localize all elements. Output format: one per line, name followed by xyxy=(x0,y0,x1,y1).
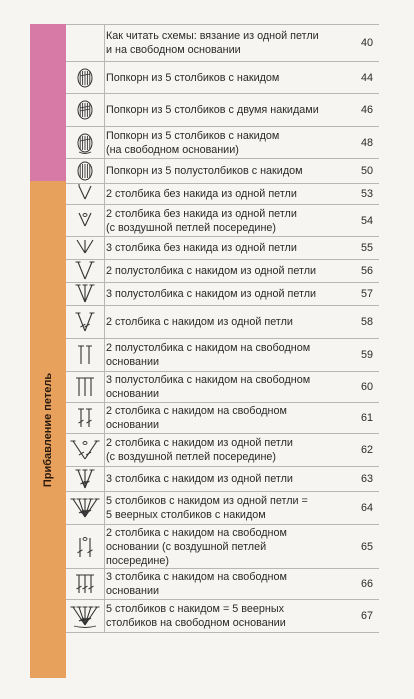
toc-page-number: 63 xyxy=(360,473,373,485)
3dc-increase-icon xyxy=(70,467,100,491)
contents-table xyxy=(66,24,379,633)
toc-entry-title: 2 столбика с накидом на свободном основании (с воздушной петлей посередине) xyxy=(106,526,287,567)
3sc-increase-icon xyxy=(70,236,100,260)
2hdc-space-icon xyxy=(70,343,100,367)
toc-row xyxy=(66,127,379,159)
3hdc-space-icon xyxy=(70,375,100,399)
toc-row xyxy=(66,260,379,283)
toc-row xyxy=(66,403,379,434)
popcorn-5dc-space-icon xyxy=(70,131,100,155)
2sc-ch-increase-icon xyxy=(70,209,100,233)
toc-row xyxy=(66,159,379,184)
toc-page-number: 54 xyxy=(360,214,373,227)
section-band-pink xyxy=(30,24,66,181)
toc-page-number: 46 xyxy=(360,104,373,116)
toc-row xyxy=(66,525,379,569)
toc-page-number: 62 xyxy=(360,444,373,456)
section-label xyxy=(30,181,66,678)
toc-entry-title: 5 столбиков с накидом = 5 веерных столбиков на свободном основании xyxy=(106,603,286,629)
symbol-cell xyxy=(66,184,105,204)
toc-row xyxy=(66,283,379,306)
toc-page-number: 55 xyxy=(360,242,373,254)
toc-page-number: 53 xyxy=(360,188,373,200)
toc-entry-title: 2 столбика с накидом из одной петли xyxy=(106,316,293,328)
toc-row xyxy=(66,237,379,260)
symbol-cell xyxy=(66,205,105,236)
toc-entry-title: Попкорн из 5 столбиков с накидом xyxy=(106,71,280,84)
symbol-cell xyxy=(66,127,105,158)
toc-entry-title: 3 столбика без накида из одной петли xyxy=(106,242,297,254)
symbol-cell xyxy=(66,525,105,568)
toc-row xyxy=(66,339,379,372)
toc-page-number: 61 xyxy=(360,412,373,424)
symbol-cell xyxy=(66,339,105,371)
toc-entry-title: 2 полустолбика с накидом на свободном основании xyxy=(106,342,311,368)
symbol-cell xyxy=(66,492,105,524)
toc-page-number: 50 xyxy=(360,165,373,177)
symbol-cell xyxy=(66,306,105,338)
toc-row xyxy=(66,25,379,62)
toc-row xyxy=(66,492,379,525)
symbol-cell xyxy=(66,62,105,93)
symbol-cell xyxy=(66,467,105,491)
toc-row xyxy=(66,600,379,633)
toc-entry-title: 5 столбиков с накидом из одной петли = 5 веерных столбиков с накидом xyxy=(106,495,308,521)
toc-row xyxy=(66,434,379,467)
toc-page-number: 59 xyxy=(360,349,373,361)
toc-entry-title: 3 полустолбика с накидом на свободном основании xyxy=(106,374,311,400)
toc-row xyxy=(66,184,379,205)
toc-page-number: 60 xyxy=(360,381,373,393)
2hdc-increase-icon xyxy=(70,259,100,283)
symbol-cell xyxy=(66,569,105,599)
toc-row xyxy=(66,94,379,127)
symbol-cell xyxy=(66,372,105,402)
2dc-ch-space-icon xyxy=(70,535,100,559)
toc-page-number: 44 xyxy=(360,71,373,84)
toc-row xyxy=(66,467,379,492)
3hdc-increase-icon xyxy=(70,282,100,306)
toc-entry-title: Попкорн из 5 столбиков с накидом (на свободном основании) xyxy=(106,129,280,156)
symbol-cell xyxy=(66,25,105,61)
toc-row xyxy=(66,205,379,237)
symbol-cell xyxy=(66,403,105,433)
3dc-space-icon xyxy=(70,572,100,596)
toc-entry-title: 3 столбика с накидом на свободном основании xyxy=(106,571,287,597)
toc-entry-title: Попкорн из 5 столбиков с двумя накидами xyxy=(106,104,319,116)
toc-row xyxy=(66,569,379,600)
toc-entry-title: 2 столбика с накидом на свободном основании xyxy=(106,405,287,431)
symbol-cell xyxy=(66,260,105,282)
toc-row xyxy=(66,62,379,94)
toc-page-number: 48 xyxy=(360,136,373,149)
5dc-shell-icon xyxy=(70,496,100,520)
2sc-increase-icon xyxy=(70,182,100,206)
toc-row xyxy=(66,372,379,403)
toc-row xyxy=(66,306,379,339)
symbol-cell xyxy=(66,600,105,632)
symbol-cell xyxy=(66,283,105,305)
toc-entry-title: Попкорн из 5 полустолбиков с накидом xyxy=(106,165,303,177)
toc-entry-title: 3 столбика с накидом из одной петли xyxy=(106,473,293,485)
toc-page-number: 64 xyxy=(360,502,373,514)
toc-entry-title: 2 полустолбика с накидом из одной петли xyxy=(106,265,317,277)
toc-page-number: 57 xyxy=(360,288,373,300)
symbol-cell xyxy=(66,94,105,126)
toc-page-number: 67 xyxy=(360,610,373,622)
toc-entry-title: Как читать схемы: вязание из одной петли и на свободном основании xyxy=(106,30,319,56)
symbol-cell xyxy=(66,159,105,183)
popcorn-5hdc-icon xyxy=(70,159,100,183)
symbol-cell xyxy=(66,434,105,466)
popcorn-5tr-icon xyxy=(70,98,100,122)
toc-entry-title: 2 столбика с накидом из одной петли (с воздушной петлей посередине) xyxy=(106,437,293,463)
2dc-increase-icon xyxy=(70,310,100,334)
toc-entry-title: 3 полустолбика с накидом из одной петли xyxy=(106,288,317,300)
2dc-ch-increase-icon xyxy=(70,438,100,462)
toc-entry-title: 2 столбика без накида из одной петли xyxy=(106,188,297,200)
symbol-cell xyxy=(66,237,105,259)
toc-page-number: 66 xyxy=(360,578,373,590)
toc-entry-title: 2 столбика без накида из одной петли (с воздушной петлей посередине) xyxy=(106,207,297,234)
5dc-shell-space-icon xyxy=(70,604,100,628)
toc-page-number: 58 xyxy=(360,316,373,328)
toc-page-number: 65 xyxy=(360,540,373,553)
2dc-space-icon xyxy=(70,406,100,430)
popcorn-5dc-icon xyxy=(70,66,100,90)
toc-page-number: 56 xyxy=(360,265,373,277)
section-label-text: Прибавление петель xyxy=(42,372,54,487)
toc-page-number: 40 xyxy=(360,37,373,49)
